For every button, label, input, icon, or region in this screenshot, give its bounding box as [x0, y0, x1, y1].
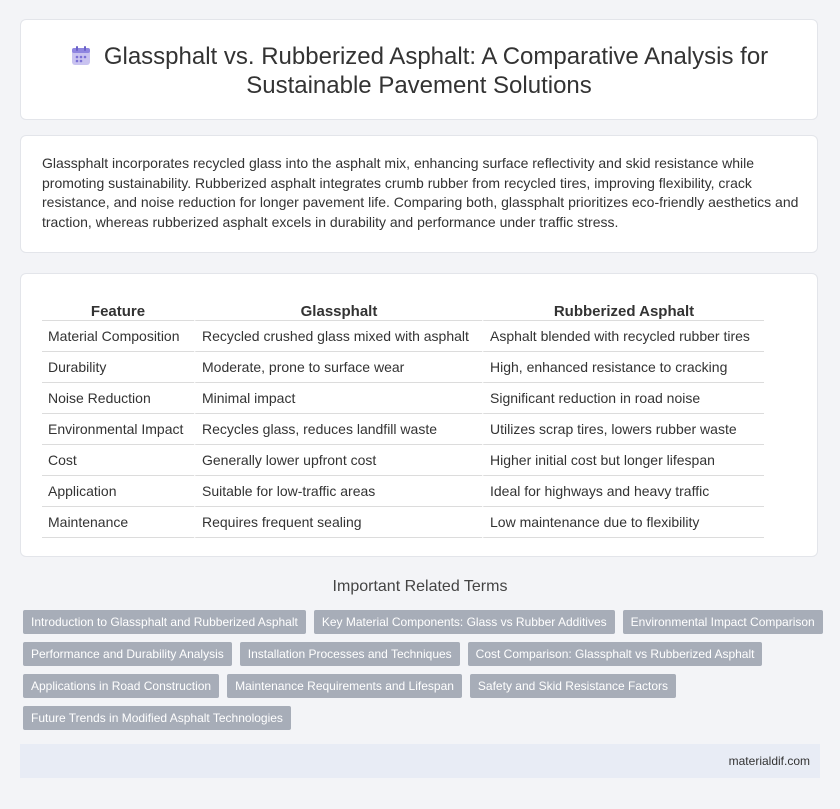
table-cell: Ideal for highways and heavy traffic: [482, 476, 764, 507]
table-row: [42, 383, 764, 414]
table-cell: Durability: [42, 352, 194, 383]
term-tag[interactable]: Future Trends in Modified Asphalt Technologies: [23, 706, 291, 730]
term-tag[interactable]: Performance and Durability Analysis: [23, 642, 232, 666]
term-tag[interactable]: Key Material Components: Glass vs Rubber Additives: [314, 610, 615, 634]
term-tag[interactable]: Introduction to Glassphalt and Rubberized Asphalt: [23, 610, 306, 634]
table-cell: High, enhanced resistance to cracking: [482, 352, 764, 383]
table-row: [42, 507, 764, 538]
table-row: [42, 414, 764, 445]
table-cell: Recycles glass, reduces landfill waste: [194, 414, 482, 445]
page-title: [21, 42, 817, 100]
intro-paragraph: Glassphalt incorporates recycled glass into the asphalt mix, enhancing surface reflectivity and skid resistance while promoting sustainability. Rubberized asphalt integrates crumb rubber from recycled tires, improving flexibility, crack resistance, and noise reduction for longer pavement life. Comparing both, glassphalt prioritizes eco-friendly aesthetics and traction, whereas rubberized asphalt excels in durability and performance under traffic stress.: [42, 155, 799, 230]
table-row: [42, 476, 764, 507]
table-cell: Low maintenance due to flexibility: [482, 507, 764, 538]
table-row: [42, 445, 764, 476]
table-cell: Cost: [42, 445, 194, 476]
term-tag[interactable]: Environmental Impact Comparison: [623, 610, 823, 634]
table-cell: Utilizes scrap tires, lowers rubber waste: [482, 414, 764, 445]
table-cell: Suitable for low-traffic areas: [194, 476, 482, 507]
intro-card: [20, 135, 818, 253]
table-cell: Requires frequent sealing: [194, 507, 482, 538]
calendar-icon: [70, 45, 92, 67]
comparison-table: [42, 296, 764, 538]
header-rubberized: Rubberized Asphalt: [482, 296, 764, 321]
table-cell: Higher initial cost but longer lifespan: [482, 445, 764, 476]
table-cell: Maintenance: [42, 507, 194, 538]
table-cell: Significant reduction in road noise: [482, 383, 764, 414]
header-glassphalt: Glassphalt: [194, 296, 482, 321]
table-cell: Environmental Impact: [42, 414, 194, 445]
table-cell: Moderate, prone to surface wear: [194, 352, 482, 383]
related-terms-title: Important Related Terms: [332, 578, 508, 595]
comparison-card: [20, 273, 818, 557]
term-tag[interactable]: Cost Comparison: Glassphalt vs Rubberized Asphalt: [468, 642, 763, 666]
title-line-1: Glassphalt vs. Rubberized Asphalt: A Comparative Analysis for: [103, 43, 769, 70]
header-card: [20, 19, 818, 120]
title-line-2: Sustainable Pavement Solutions: [246, 72, 592, 99]
table-cell: Noise Reduction: [42, 383, 194, 414]
table-cell: Minimal impact: [194, 383, 482, 414]
header-feature: Feature: [42, 296, 194, 321]
table-cell: Application: [42, 476, 194, 507]
table-cell: Recycled crushed glass mixed with asphalt: [194, 321, 482, 352]
footer: [20, 744, 820, 778]
related-terms-list: [23, 610, 823, 730]
term-tag[interactable]: Installation Processes and Techniques: [240, 642, 460, 666]
site-name[interactable]: materialdif.com: [728, 754, 810, 768]
table-header-row: [42, 296, 764, 321]
table-cell: Material Composition: [42, 321, 194, 352]
table-cell: Generally lower upfront cost: [194, 445, 482, 476]
table-row: [42, 352, 764, 383]
table-cell: Asphalt blended with recycled rubber tires: [482, 321, 764, 352]
term-tag[interactable]: Applications in Road Construction: [23, 674, 219, 698]
table-row: [42, 321, 764, 352]
term-tag[interactable]: Maintenance Requirements and Lifespan: [227, 674, 462, 698]
term-tag[interactable]: Safety and Skid Resistance Factors: [470, 674, 676, 698]
